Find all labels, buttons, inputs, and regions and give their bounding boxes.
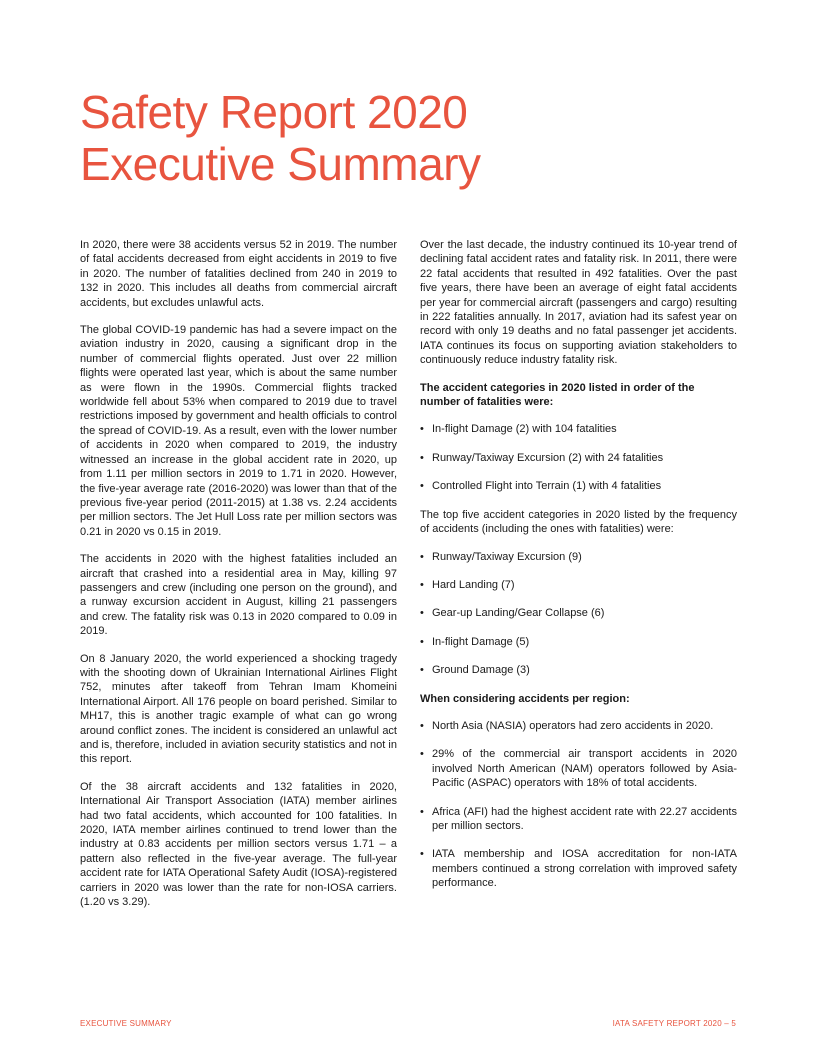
footer-page-label: IATA SAFETY REPORT 2020 – 5 (612, 1019, 736, 1028)
list-item: • Runway/Taxiway Excursion (9) (420, 550, 737, 564)
list-item: • North Asia (NASIA) operators had zero accidents in 2020. (420, 719, 737, 733)
list-item: • In-flight Damage (2) with 104 fatalities (420, 422, 737, 436)
right-column (420, 238, 737, 905)
paragraph: The global COVID-19 pandemic has had a severe impact on the aviation industry in 2020, causing a significant drop in the number of commercial flights operated. Just over 22 million flights were operated last year, which is about the same number as were flown in the 1990s. Commercial flights tracked worldwide fell about 53% when compared to 2019 due to travel restrictions imposed by government and health officials to control the spread of COVID-19. As a result, even with the lower number of accidents in 2020 when compared to 2019, the industry witnessed an increase in the global accident rate in 2020, up from 1.11 per million sectors in 2019 to 1.71 in 2020. However, the five-year average rate (2016-2020) was lower than that of the previous five-year period (2011-2015) at 1.38 vs. 2.24 accidents per million sectors. The Jet Hull Loss rate per million sectors was 0.21 in 2020 vs 0.15 in 2019. (80, 324, 397, 538)
list-item: • Controlled Flight into Terrain (1) with 4 fatalities (420, 479, 737, 493)
fatality-categories-heading: The accident categories in 2020 listed in order of the number of fatalities were: (420, 381, 695, 409)
list-item: • Africa (AFI) had the highest accident rate with 22.27 accidents per million sectors. (420, 805, 737, 834)
footer-section-label: EXECUTIVE SUMMARY (80, 1019, 172, 1028)
left-column (80, 238, 397, 922)
list-item: • In-flight Damage (5) (420, 635, 737, 649)
frequency-intro: The top five accident categories in 2020 listed by the frequency of accidents (including the ones with fatalities) were: (420, 508, 737, 536)
list-item: • Runway/Taxiway Excursion (2) with 24 fatalities (420, 451, 737, 465)
paragraph: In 2020, there were 38 accidents versus 52 in 2019. The number of fatal accidents decreased from eight accidents in 2019 to five in 2020. The number of fatalities declined from 240 in 2019 to 132 in 2020. This includes all deaths from commercial aircraft accidents, but excludes unlawful acts. (80, 239, 397, 309)
list-item: • Ground Damage (3) (420, 663, 737, 677)
paragraph: On 8 January 2020, the world experienced a shocking tragedy with the shooting down of Ukrainian International Airlines Flight 752, minutes after takeoff from Tehran Imam Khomeini International Airport. All 176 people on board perished. Similar to MH17, this is another tragic example of what can go wrong around conflict zones. The incident is considered an unlawful act and is, therefore, included in aviation security statistics and not in this report. (80, 652, 397, 766)
paragraph: Over the last decade, the industry continued its 10-year trend of declining fatal accident rates and fatality risk. In 2011, there were 22 fatal accidents that resulted in 492 fatalities. Over the past five years, there have been an average of eight fatal accidents per year for commercial aircraft (passengers and cargo) resulting in 222 fatalities annually. In 2017, aviation had its safest year on record with only 19 deaths and no fatal passenger jet accidents. IATA continues its focus on supporting aviation stakeholders to continuously reduce industry fatality risk. (420, 239, 737, 367)
list-item: • 29% of the commercial air transport accidents in 2020 involved North American (NAM) operators followed by Asia-Pacific (ASPAC) operators with 18% of total accidents. (420, 747, 737, 790)
region-heading: When considering accidents per region: (420, 692, 630, 705)
title-line-2: Executive Summary (80, 138, 481, 190)
frequency-categories-list (420, 550, 737, 678)
paragraph: The accidents in 2020 with the highest fatalities included an aircraft that crashed into a residential area in May, killing 97 passengers and crew (including one person on the ground), and a runway excursion accident in August, killing 21 passengers and crew. The fatality risk was 0.13 in 2020 compared to 0.09 in 2019. (80, 553, 397, 638)
list-item: • Hard Landing (7) (420, 578, 737, 592)
paragraph: Of the 38 aircraft accidents and 132 fatalities in 2020, International Air Transport Association (IATA) member airlines had two fatal accidents, which accounted for 100 fatalities. In 2020, IATA member airlines continued to trend lower than the industry at 0.83 accidents per million sectors versus 1.71 – a pattern also reflected in the five-year average. The full-year accident rate for IATA Operational Safety Audit (IOSA)-registered carriers in 2020 was lower than the rate for non-IOSA carriers. (1.20 vs 3.29). (80, 780, 397, 909)
region-list (420, 719, 737, 891)
fatality-categories-list (420, 422, 737, 493)
list-item: • IATA membership and IOSA accreditation for non-IATA members continued a strong correlation with improved safety performance. (420, 847, 737, 890)
title-line-1: Safety Report 2020 (80, 86, 468, 138)
page-title (80, 86, 481, 190)
list-item: • Gear-up Landing/Gear Collapse (6) (420, 606, 737, 620)
